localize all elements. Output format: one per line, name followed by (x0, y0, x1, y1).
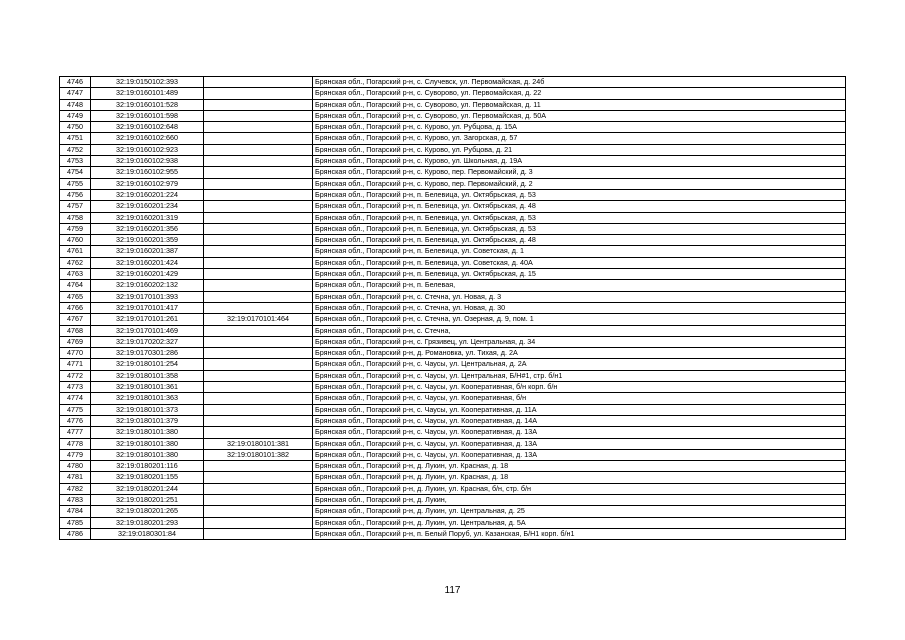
linked-cadastral-number-cell (204, 370, 313, 381)
row-number-cell: 4772 (60, 370, 91, 381)
row-number-cell: 4768 (60, 325, 91, 336)
table-row (60, 122, 846, 133)
table-row (60, 110, 846, 121)
address-cell: Брянская обл., Погарский р-н, п. Белевица, ул. Советская, д. 40А (313, 257, 846, 268)
cadastral-number-cell: 32:19:0160202:132 (91, 280, 204, 291)
linked-cadastral-number-cell (204, 167, 313, 178)
table-row (60, 189, 846, 200)
linked-cadastral-number-cell (204, 393, 313, 404)
row-number-cell: 4758 (60, 212, 91, 223)
table-row (60, 144, 846, 155)
address-cell: Брянская обл., Погарский р-н, с. Чаусы, ул. Кооперативная, д. 11А (313, 404, 846, 415)
row-number-cell: 4777 (60, 427, 91, 438)
linked-cadastral-number-cell (204, 269, 313, 280)
table-row (60, 133, 846, 144)
address-cell: Брянская обл., Погарский р-н, с. Стечна, (313, 325, 846, 336)
linked-cadastral-number-cell (204, 144, 313, 155)
row-number-cell: 4778 (60, 438, 91, 449)
linked-cadastral-number-cell (204, 359, 313, 370)
cadastral-number-cell: 32:19:0180101:363 (91, 393, 204, 404)
address-cell: Брянская обл., Погарский р-н, д. Лукин, ул. Красная, б/н, стр. б/н (313, 483, 846, 494)
address-cell: Брянская обл., Погарский р-н, п. Белевица, ул. Октябрьская, д. 53 (313, 223, 846, 234)
row-number-cell: 4769 (60, 336, 91, 347)
address-cell: Брянская обл., Погарский р-н, с. Чаусы, ул. Центральная, д. 2А (313, 359, 846, 370)
linked-cadastral-number-cell (204, 223, 313, 234)
table-row (60, 167, 846, 178)
table-row (60, 302, 846, 313)
address-cell: Брянская обл., Погарский р-н, с. Суворово, ул. Первомайская, д. 50А (313, 110, 846, 121)
table-row (60, 77, 846, 88)
linked-cadastral-number-cell (204, 517, 313, 528)
table-row (60, 449, 846, 460)
table-row (60, 156, 846, 167)
cadastral-number-cell: 32:19:0180101:379 (91, 415, 204, 426)
address-cell: Брянская обл., Погарский р-н, п. Белевица, ул. Октябрьская, д. 53 (313, 189, 846, 200)
linked-cadastral-number-cell: 32:19:0180101:381 (204, 438, 313, 449)
cadastral-number-cell: 32:19:0170101:393 (91, 291, 204, 302)
cadastral-number-cell: 32:19:0160102:660 (91, 133, 204, 144)
address-cell: Брянская обл., Погарский р-н, д. Лукин, (313, 494, 846, 505)
cadastral-number-cell: 32:19:0180301:84 (91, 528, 204, 539)
address-cell: Брянская обл., Погарский р-н, с. Курово, ул. Загорская, д. 57 (313, 133, 846, 144)
row-number-cell: 4776 (60, 415, 91, 426)
table-row (60, 359, 846, 370)
linked-cadastral-number-cell: 32:19:0170101:464 (204, 314, 313, 325)
address-cell: Брянская обл., Погарский р-н, с. Чаусы, ул. Кооперативная, б/н (313, 393, 846, 404)
cadastral-number-cell: 32:19:0160102:923 (91, 144, 204, 155)
row-number-cell: 4779 (60, 449, 91, 460)
linked-cadastral-number-cell (204, 280, 313, 291)
table-row (60, 427, 846, 438)
table-row (60, 246, 846, 257)
table-row (60, 472, 846, 483)
cadastral-number-cell: 32:19:0180201:244 (91, 483, 204, 494)
linked-cadastral-number-cell (204, 291, 313, 302)
cadastral-number-cell: 32:19:0180201:293 (91, 517, 204, 528)
table-row (60, 291, 846, 302)
table-row (60, 438, 846, 449)
linked-cadastral-number-cell (204, 336, 313, 347)
linked-cadastral-number-cell (204, 156, 313, 167)
table-row (60, 506, 846, 517)
address-cell: Брянская обл., Погарский р-н, с. Чаусы, ул. Центральная, Б/Н#1, стр. б/н1 (313, 370, 846, 381)
row-number-cell: 4774 (60, 393, 91, 404)
row-number-cell: 4770 (60, 348, 91, 359)
row-number-cell: 4771 (60, 359, 91, 370)
cadastral-number-cell: 32:19:0160201:359 (91, 235, 204, 246)
row-number-cell: 4764 (60, 280, 91, 291)
row-number-cell: 4786 (60, 528, 91, 539)
cadastral-number-cell: 32:19:0160101:528 (91, 99, 204, 110)
cadastral-number-cell: 32:19:0180101:373 (91, 404, 204, 415)
cadastral-number-cell: 32:19:0180101:380 (91, 427, 204, 438)
table-row (60, 348, 846, 359)
cadastral-number-cell: 32:19:0170101:417 (91, 302, 204, 313)
linked-cadastral-number-cell (204, 325, 313, 336)
table-row (60, 257, 846, 268)
address-cell: Брянская обл., Погарский р-н, с. Суворово, ул. Первомайская, д. 11 (313, 99, 846, 110)
table-row (60, 517, 846, 528)
table-row (60, 314, 846, 325)
row-number-cell: 4759 (60, 223, 91, 234)
cadastral-number-cell: 32:19:0160201:234 (91, 201, 204, 212)
address-cell: Брянская обл., Погарский р-н, п. Белевица, ул. Октябрьская, д. 15 (313, 269, 846, 280)
linked-cadastral-number-cell (204, 122, 313, 133)
row-number-cell: 4785 (60, 517, 91, 528)
row-number-cell: 4783 (60, 494, 91, 505)
cadastral-number-cell: 32:19:0160201:387 (91, 246, 204, 257)
cadastral-number-cell: 32:19:0160201:319 (91, 212, 204, 223)
row-number-cell: 4762 (60, 257, 91, 268)
table-row (60, 223, 846, 234)
row-number-cell: 4747 (60, 88, 91, 99)
row-number-cell: 4763 (60, 269, 91, 280)
table-row (60, 461, 846, 472)
cadastral-number-cell: 32:19:0180201:155 (91, 472, 204, 483)
table-row (60, 393, 846, 404)
linked-cadastral-number-cell (204, 302, 313, 313)
registry-table (59, 76, 846, 540)
cadastral-number-cell: 32:19:0180101:361 (91, 382, 204, 393)
cadastral-number-cell: 32:19:0180101:380 (91, 449, 204, 460)
linked-cadastral-number-cell (204, 246, 313, 257)
linked-cadastral-number-cell (204, 528, 313, 539)
address-cell: Брянская обл., Погарский р-н, д. Лукин, ул. Центральная, д. 5А (313, 517, 846, 528)
linked-cadastral-number-cell (204, 472, 313, 483)
registry-table-body (60, 77, 846, 540)
cadastral-number-cell: 32:19:0160102:955 (91, 167, 204, 178)
linked-cadastral-number-cell (204, 77, 313, 88)
address-cell: Брянская обл., Погарский р-н, с. Случевск, ул. Первомайская, д. 24б (313, 77, 846, 88)
cadastral-number-cell: 32:19:0160201:224 (91, 189, 204, 200)
address-cell: Брянская обл., Погарский р-н, д. Лукин, ул. Красная, д. 18 (313, 472, 846, 483)
address-cell: Брянская обл., Погарский р-н, с. Курово, пер. Первомайский, д. 3 (313, 167, 846, 178)
linked-cadastral-number-cell (204, 110, 313, 121)
cadastral-number-cell: 32:19:0160102:979 (91, 178, 204, 189)
address-cell: Брянская обл., Погарский р-н, п. Белевица, ул. Советская, д. 1 (313, 246, 846, 257)
cadastral-number-cell: 32:19:0180101:358 (91, 370, 204, 381)
row-number-cell: 4766 (60, 302, 91, 313)
address-cell: Брянская обл., Погарский р-н, п. Белевица, ул. Октябрьская, д. 53 (313, 212, 846, 223)
linked-cadastral-number-cell (204, 133, 313, 144)
linked-cadastral-number-cell: 32:19:0180101:382 (204, 449, 313, 460)
address-cell: Брянская обл., Погарский р-н, с. Чаусы, ул. Кооперативная, д. 13А (313, 427, 846, 438)
cadastral-number-cell: 32:19:0160102:648 (91, 122, 204, 133)
address-cell: Брянская обл., Погарский р-н, д. Лукин, ул. Центральная, д. 25 (313, 506, 846, 517)
address-cell: Брянская обл., Погарский р-н, с. Суворово, ул. Первомайская, д. 22 (313, 88, 846, 99)
cadastral-number-cell: 32:19:0160201:356 (91, 223, 204, 234)
row-number-cell: 4781 (60, 472, 91, 483)
table-row (60, 280, 846, 291)
cadastral-number-cell: 32:19:0170101:261 (91, 314, 204, 325)
table-row (60, 382, 846, 393)
address-cell: Брянская обл., Погарский р-н, с. Курово, ул. Школьная, д. 19А (313, 156, 846, 167)
linked-cadastral-number-cell (204, 257, 313, 268)
address-cell: Брянская обл., Погарский р-н, с. Грязивец, ул. Центральная, д. 34 (313, 336, 846, 347)
table-row (60, 269, 846, 280)
row-number-cell: 4754 (60, 167, 91, 178)
address-cell: Брянская обл., Погарский р-н, п. Белевица, ул. Октябрьская, д. 48 (313, 201, 846, 212)
cadastral-number-cell: 32:19:0160101:598 (91, 110, 204, 121)
address-cell: Брянская обл., Погарский р-н, п. Белый Поруб, ул. Казанская, Б/Н1 корп. б/н1 (313, 528, 846, 539)
address-cell: Брянская обл., Погарский р-н, п. Белевая, (313, 280, 846, 291)
cadastral-number-cell: 32:19:0170301:286 (91, 348, 204, 359)
table-row (60, 415, 846, 426)
table-row (60, 336, 846, 347)
table-row (60, 212, 846, 223)
linked-cadastral-number-cell (204, 506, 313, 517)
row-number-cell: 4782 (60, 483, 91, 494)
cadastral-number-cell: 32:19:0160201:429 (91, 269, 204, 280)
address-cell: Брянская обл., Погарский р-н, с. Курово, пер. Первомайский, д. 2 (313, 178, 846, 189)
cadastral-number-cell: 32:19:0180101:380 (91, 438, 204, 449)
address-cell: Брянская обл., Погарский р-н, с. Чаусы, ул. Кооперативная, д. 13А (313, 449, 846, 460)
cadastral-number-cell: 32:19:0160102:938 (91, 156, 204, 167)
table-row (60, 201, 846, 212)
address-cell: Брянская обл., Погарский р-н, д. Лукин, ул. Красная, д. 18 (313, 461, 846, 472)
linked-cadastral-number-cell (204, 415, 313, 426)
row-number-cell: 4753 (60, 156, 91, 167)
linked-cadastral-number-cell (204, 178, 313, 189)
cadastral-number-cell: 32:19:0160201:424 (91, 257, 204, 268)
row-number-cell: 4751 (60, 133, 91, 144)
linked-cadastral-number-cell (204, 235, 313, 246)
row-number-cell: 4749 (60, 110, 91, 121)
linked-cadastral-number-cell (204, 189, 313, 200)
linked-cadastral-number-cell (204, 494, 313, 505)
row-number-cell: 4775 (60, 404, 91, 415)
address-cell: Брянская обл., Погарский р-н, с. Стечна, ул. Новая, д. 3 (313, 291, 846, 302)
table-row (60, 235, 846, 246)
cadastral-number-cell: 32:19:0170101:469 (91, 325, 204, 336)
address-cell: Брянская обл., Погарский р-н, п. Белевица, ул. Октябрьская, д. 48 (313, 235, 846, 246)
address-cell: Брянская обл., Погарский р-н, с. Чаусы, ул. Кооперативная, б/н корп. б/н (313, 382, 846, 393)
table-row (60, 494, 846, 505)
cadastral-number-cell: 32:19:0180201:251 (91, 494, 204, 505)
row-number-cell: 4746 (60, 77, 91, 88)
row-number-cell: 4757 (60, 201, 91, 212)
address-cell: Брянская обл., Погарский р-н, с. Чаусы, ул. Кооперативная, д. 13А (313, 438, 846, 449)
address-cell: Брянская обл., Погарский р-н, с. Курово, ул. Рубцова, д. 21 (313, 144, 846, 155)
row-number-cell: 4748 (60, 99, 91, 110)
row-number-cell: 4756 (60, 189, 91, 200)
table-row (60, 178, 846, 189)
table-row (60, 483, 846, 494)
linked-cadastral-number-cell (204, 99, 313, 110)
row-number-cell: 4767 (60, 314, 91, 325)
cadastral-number-cell: 32:19:0180101:254 (91, 359, 204, 370)
page-number: 117 (444, 585, 461, 596)
linked-cadastral-number-cell (204, 88, 313, 99)
cadastral-number-cell: 32:19:0170202:327 (91, 336, 204, 347)
address-cell: Брянская обл., Погарский р-н, д. Романовка, ул. Тихая, д. 2А (313, 348, 846, 359)
row-number-cell: 4784 (60, 506, 91, 517)
linked-cadastral-number-cell (204, 461, 313, 472)
row-number-cell: 4750 (60, 122, 91, 133)
row-number-cell: 4755 (60, 178, 91, 189)
address-cell: Брянская обл., Погарский р-н, с. Стечна, ул. Озерная, д. 9, пом. 1 (313, 314, 846, 325)
address-cell: Брянская обл., Погарский р-н, с. Курово, ул. Рубцова, д. 15А (313, 122, 846, 133)
cadastral-number-cell: 32:19:0150102:393 (91, 77, 204, 88)
table-row (60, 325, 846, 336)
linked-cadastral-number-cell (204, 427, 313, 438)
table-row (60, 88, 846, 99)
row-number-cell: 4761 (60, 246, 91, 257)
table-row (60, 370, 846, 381)
table-row (60, 528, 846, 539)
address-cell: Брянская обл., Погарский р-н, с. Чаусы, ул. Кооперативная, д. 14А (313, 415, 846, 426)
row-number-cell: 4773 (60, 382, 91, 393)
cadastral-number-cell: 32:19:0180201:265 (91, 506, 204, 517)
linked-cadastral-number-cell (204, 382, 313, 393)
linked-cadastral-number-cell (204, 212, 313, 223)
row-number-cell: 4765 (60, 291, 91, 302)
linked-cadastral-number-cell (204, 348, 313, 359)
linked-cadastral-number-cell (204, 483, 313, 494)
table-row (60, 404, 846, 415)
table-row (60, 99, 846, 110)
row-number-cell: 4780 (60, 461, 91, 472)
address-cell: Брянская обл., Погарский р-н, с. Стечна, ул. Новая, д. 30 (313, 302, 846, 313)
linked-cadastral-number-cell (204, 404, 313, 415)
row-number-cell: 4760 (60, 235, 91, 246)
cadastral-number-cell: 32:19:0180201:116 (91, 461, 204, 472)
cadastral-number-cell: 32:19:0160101:489 (91, 88, 204, 99)
linked-cadastral-number-cell (204, 201, 313, 212)
row-number-cell: 4752 (60, 144, 91, 155)
